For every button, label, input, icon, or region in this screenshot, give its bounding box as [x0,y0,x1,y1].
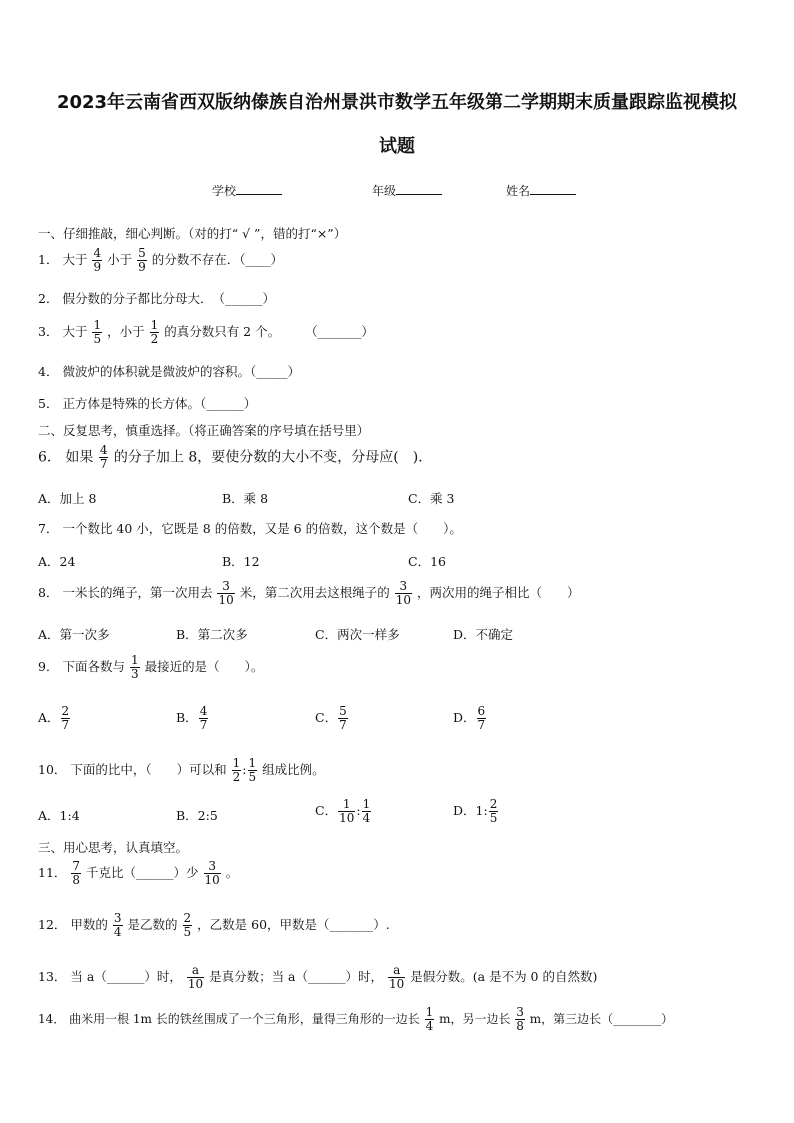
option-d[interactable] [453,705,487,732]
question-text: 微波炉的体积就是微波炉的容积。（_____） [62,364,300,379]
option-d[interactable]: D．不确定 [453,627,514,642]
fraction [130,654,140,681]
section-1-heading: 一、仔细推敲，细心判断。（对的打“ √ ”，错的打“×”） [38,226,347,241]
numerator: 7 [72,859,81,873]
question-9 [38,654,263,681]
school-label: 学校 [212,184,237,198]
numerator: 1 [130,653,139,667]
page-title: 2023年云南省西双版纳傣族自治州景洪市数学五年级第二学期期末质量跟踪监视模拟 [56,92,738,113]
question-text: m，另一边长 [439,1012,511,1026]
question-text: 小于 [107,252,133,267]
numerator: 3 [395,580,412,594]
question-number: 8． [38,585,59,600]
fraction [217,580,234,607]
question-text: 下面的比中，（ ）可以和 [70,762,227,777]
option-a[interactable]: A．第一次多 [38,627,110,642]
question-text: 的分数不存在．（____） [151,252,283,267]
question-10 [38,757,325,784]
option-b[interactable]: B．2:5 [176,808,218,823]
denominator: 2 [150,332,159,346]
fraction [183,912,193,939]
question-1 [38,247,283,274]
question-number: 2． [38,291,59,306]
option-b[interactable] [176,705,209,732]
fraction [187,964,204,991]
question-number: 7． [38,521,59,536]
page-title-line2: 试题 [379,136,415,157]
question-text: 甲数的 [70,917,108,932]
denominator: 5 [183,925,192,939]
denominator: 8 [516,1019,524,1033]
question-text: 大于 [62,252,88,267]
fraction [489,798,499,825]
question-4 [38,364,300,380]
fraction [99,444,109,471]
numerator: 4 [93,246,102,260]
question-3 [38,319,374,346]
question-number: 6． [38,449,61,466]
question-11 [38,860,238,887]
fraction [477,705,487,732]
question-8 [38,580,579,607]
option-c[interactable]: C．16 [408,554,446,569]
numerator: 1 [362,797,371,811]
denominator: 10 [395,593,411,607]
option-letter: D． [453,710,476,725]
denominator: 7 [339,718,347,732]
numerator: 4 [199,704,208,718]
question-text: 如果 [65,449,94,466]
numerator: 1 [93,318,102,332]
option-letter: D．1: [453,803,488,818]
denominator: 9 [138,260,146,274]
fraction [199,705,209,732]
numerator: 1 [338,798,355,812]
denominator: 7 [199,718,208,732]
question-7 [38,521,462,537]
question-text: 是假分数。(a 是不为 0 的自然数) [410,969,598,984]
fraction [61,705,71,732]
question-text: 曲米用一根 1m 长的铁丝围成了一个三角形，量得三角形的一边长 [69,1012,420,1026]
question-number: 11． [38,865,67,880]
numerator: 3 [204,860,221,874]
section-3-heading: 三、用心思考，认真填空。 [38,840,189,855]
option-letter: B． [176,710,198,725]
numerator: 3 [516,1005,524,1019]
option-b[interactable]: B．乘 8 [222,491,269,506]
fraction [92,319,102,346]
denominator: 7 [477,718,486,732]
name-blank[interactable] [530,182,576,195]
question-text: 的分子加上 8，要使分数的大小不变，分母应( )． [113,449,433,466]
grade-blank[interactable] [396,182,442,195]
question-2 [38,291,275,307]
option-a[interactable]: A．1:4 [38,808,80,823]
question-text: 一米长的绳子，第一次用去 [62,585,213,600]
fraction [150,319,160,346]
denominator: 10 [339,811,355,825]
question-text: 是真分数；当 a（______）时， [209,969,384,984]
numerator: 3 [113,911,122,925]
grade-label: 年级 [372,184,397,198]
denominator: 7 [99,457,108,471]
denominator: 10 [218,593,234,607]
question-text: ，乙数是 60，甲数是（_______）. [197,917,390,932]
question-number: 10． [38,762,67,777]
fraction [248,757,258,784]
denominator: 3 [130,667,139,681]
question-number: 5． [38,396,59,411]
fraction [338,798,355,825]
fraction [395,580,412,607]
question-text: 组成比例。 [262,762,325,777]
question-12 [38,912,390,939]
numerator: 1 [248,756,257,770]
name-label: 姓名 [506,184,531,198]
option-b[interactable]: B．第二次多 [176,627,248,642]
question-text: 米，第二次用去这根绳子的 [239,585,390,600]
option-letter: C． [315,803,338,818]
denominator: 9 [93,260,102,274]
denominator: 5 [93,332,102,346]
numerator: 1 [232,756,241,770]
numerator: 1 [150,318,159,332]
question-text: 大于 [62,324,88,339]
numerator: a [388,964,405,978]
fraction [92,247,102,274]
fraction [515,1006,525,1033]
option-d[interactable] [453,798,499,825]
denominator: 10 [204,873,220,887]
question-text: 当 a（______）时， [70,969,182,984]
option-c[interactable]: C．乘 3 [408,491,455,506]
ratio-colon: : [242,762,247,777]
question-text: 一个数比 40 小，它既是 8 的倍数，又是 6 的倍数，这个数是（ ）。 [62,521,462,536]
question-number: 14． [38,1012,66,1026]
question-text: 。 [225,865,239,880]
question-14 [38,1006,673,1033]
grade-field[interactable] [372,182,442,199]
question-text: m，第三边长（________） [529,1012,674,1026]
denominator: 10 [389,977,405,991]
question-text: 最接近的是（ ）。 [144,659,264,674]
question-text: 千克比（______）少 [86,865,199,880]
denominator: 4 [113,925,122,939]
denominator: 4 [425,1019,434,1033]
fraction [338,705,348,732]
school-blank[interactable] [236,182,282,195]
question-text: 正方体是特殊的长方体。（______） [62,396,257,411]
numerator: 1 [425,1005,434,1019]
denominator: 5 [489,811,498,825]
numerator: 5 [138,246,146,260]
fraction [71,860,81,887]
question-text: 下面各数与 [62,659,125,674]
option-c[interactable]: C．两次一样多 [315,627,400,642]
numerator: 6 [477,704,486,718]
option-a[interactable] [38,705,71,732]
section-2-heading: 二、反复思考，慎重选择。（将正确答案的序号填在括号里） [38,423,370,438]
option-a[interactable]: A．24 [38,554,76,569]
question-number: 1． [38,252,59,267]
option-letter: C． [315,710,338,725]
question-number: 12． [38,917,67,932]
fraction [113,912,123,939]
numerator: 2 [61,704,70,718]
numerator: a [187,964,204,978]
school-field[interactable] [212,182,282,199]
question-number: 3． [38,324,59,339]
numerator: 2 [183,911,192,925]
question-number: 4． [38,364,59,379]
denominator: 8 [72,873,81,887]
denominator: 5 [248,770,257,784]
numerator: 2 [489,797,498,811]
numerator: 5 [339,704,347,718]
option-letter: A． [38,710,60,725]
fraction [425,1006,435,1033]
fraction [204,860,221,887]
question-5 [38,396,256,412]
question-text: 是乙数的 [127,917,178,932]
fraction [137,247,147,274]
option-a[interactable]: A．加上 8 [38,491,97,506]
fraction [232,757,242,784]
question-text: ，两次用的绳子相比（ ） [416,585,580,600]
question-number: 9． [38,659,59,674]
denominator: 7 [61,718,70,732]
denominator: 10 [187,977,204,991]
option-c[interactable] [315,705,349,732]
numerator: 3 [217,580,234,594]
fraction [388,964,405,991]
question-text: ，小于 [107,324,145,339]
option-c[interactable] [315,798,372,825]
fraction [362,798,372,825]
question-text: 假分数的分子都比分母大． （______） [62,291,275,306]
numerator: 4 [99,443,108,457]
question-number: 13． [38,969,67,984]
denominator: 2 [232,770,241,784]
question-6 [38,444,432,471]
name-field[interactable] [506,182,576,199]
ratio-colon: : [356,803,361,818]
option-b[interactable]: B．12 [222,554,260,569]
question-13 [38,964,597,991]
denominator: 4 [362,811,371,825]
question-text: 的真分数只有 2 个。 （_______） [164,324,374,339]
